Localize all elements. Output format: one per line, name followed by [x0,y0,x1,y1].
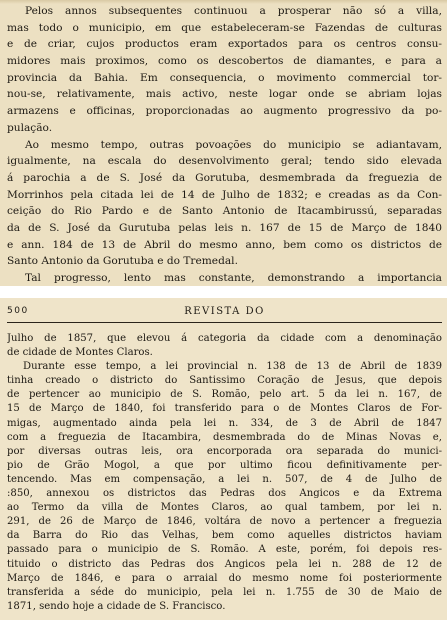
text-line: á parochia a de S. José da Gorutuba, desmembrada da freguezia de [7,171,442,184]
text-line: midores mais proximos, como os descobertos de diamantes, e para a [7,55,442,68]
text-line: Ao mesmo tempo, outras povoações do municipio se adiantavam, [25,138,442,151]
lower-page-text [7,332,442,614]
text-line: provincia da Bahia. Em consequencia, o movimento commercial tor- [7,71,442,84]
journal-title: REVISTA DO [184,306,265,317]
text-line: com a freguezia de Itacambira, desmembrada do de Minas Novas e, [7,431,442,443]
text-line: tituido o districto das Pedras dos Angicos pela lei n. 288 de 12 de [7,558,442,570]
text-line: tinha creado o districto do Santissimo Coração de Jesus, que depois [7,375,442,387]
text-line: Pelos annos subsequentes continuou a prosperar não só a villa, [25,5,442,17]
text-line: Julho de 1857, que elevou á categoria da cidade com a denominação [7,333,442,344]
text-line: e de criar, cujos productos eram exportados para os centros consu- [7,38,442,51]
text-line: pulação. [7,121,53,134]
text-line: da de S. José da Gurutuba pelas leis n. 167 de 15 de Março de 1840 [7,221,442,234]
text-line: tencendo. Mas em compensação, a lei n. 507, de 4 de Julho de [7,473,442,485]
running-header [7,304,442,322]
text-line: pio de Grão Mogol, a que por ultimo ficou definitivamente per- [7,459,442,471]
text-line: nou-se, relativamente, mais activo, neste logar onde se abriam lojas [7,88,442,101]
text-line: Tal progresso, lento mas constante, demonstrando a importancia [25,272,442,284]
text-line: Santo Antonio da Gorutuba e do Tremedal. [7,255,238,268]
text-line: 1871, sendo hoje a cidade de S. Francisco. [7,600,226,612]
text-line: ceição do Rio Pardo e de Santo Antonio de Itacambirussú, separadas [7,205,442,218]
text-line: de cidade de Montes Claros. [7,347,153,359]
scan-separator [0,286,447,298]
lower-page-scan [0,298,447,620]
text-line: Durante esse tempo, a lei provincial n. 138 de 13 de Abril de 1839 [23,361,442,373]
text-line: 291, de 26 de Março de 1846, voltára de novo a pertencer a freguezia [7,516,442,528]
header-rule [7,322,442,323]
upper-page-text [7,3,442,303]
text-line: de pertencer ao municipio de S. Romão, pelo art. 5 da lei n. 167, de [7,389,442,401]
upper-page-scan [0,0,447,286]
text-line: por diversas outras leis, ora encorporada ora separada do munici- [7,445,442,457]
text-line: Morrinhos pela citada lei de 14 de Julho de 1832; e creadas as da Con- [7,188,442,201]
text-line: Março de 1846, e para o arraial do mesmo nome foi posteriormente [7,572,442,584]
text-line: passado para o municipio de S. Romão. A este, porém, foi depois res- [7,544,442,556]
text-line: e ann. 184 de 13 de Abril do mesmo anno, bem como os districtos de [7,238,442,251]
text-line: :850, annexou os districtos das Pedras dos Angicos e da Extrema [7,488,442,500]
text-line: ao Termo da villa de Montes Claros, ao qual tambem, por lei n. [7,502,442,514]
text-line: transferida a séde do municipio, pela lei n. 1.755 de 30 de Maio de [7,586,442,598]
text-line: migas, augmentado ainda pela lei n. 334, de 3 de Abril de 1847 [7,417,442,429]
text-line: mas todo o municipio, em que estabeleceram-se Fazendas de culturas [7,21,442,34]
text-line: armazens e officinas, proporcionadas ao augmento progressivo da po- [7,105,442,118]
text-line: 15 de Março de 1840, foi transferido para o de Montes Claros de For- [7,403,442,415]
text-line: da Barra do Rio das Velhas, bem como aquelles districtos haviam [7,530,442,542]
text-line: igualmente, na escala do desenvolvimento geral; tendo sido elevada [7,155,442,168]
page-number: 500 [7,306,29,316]
